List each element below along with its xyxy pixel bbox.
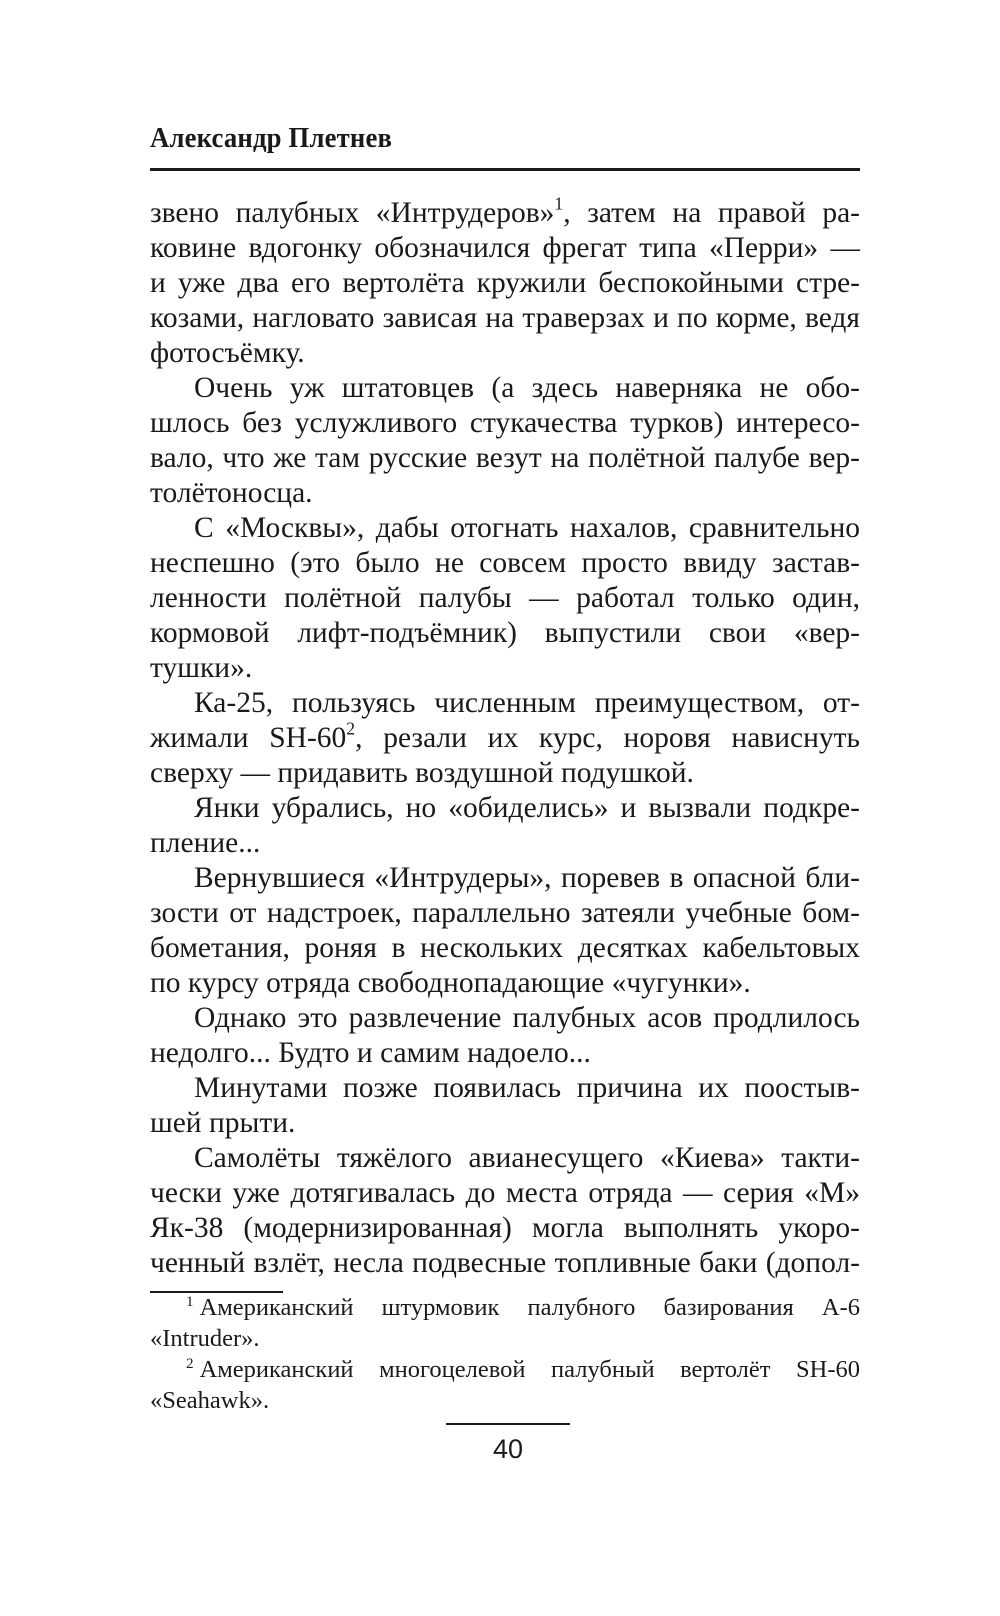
text-line: Ка-25, пользуясь численным преимуществом, от- [194,687,860,719]
text-line: кормовой лифт-подъёмник) выпустили свои «вер- [150,617,860,649]
footnotes [150,1292,860,1416]
text-line: ковине вдогонку обозначился фрегат типа «Перри» — [150,232,860,264]
footnote-mark: 1 [186,1292,194,1310]
folio-rule [446,1423,570,1425]
text-line: зости от надстроек, параллельно затеяли учебные бом- [150,897,860,929]
text-line: неспешно (это было не совсем просто ввиду застав- [150,547,860,579]
text-line: вало, что же там русские везут на полётной палубе вер- [150,442,860,474]
text-line: фотосъёмку. [150,337,305,369]
text-line: Як-38 (модернизированная) могла выполнять укоро- [150,1212,860,1244]
footnote-1-continuation: «Intruder». [150,1325,260,1352]
text-line: козами, нагловато зависая на траверзах и по корме, ведя [150,302,860,334]
header-rule [150,168,860,171]
text-line: ленности полётной палубы — работал только один, [150,582,860,614]
footnote-1: $^1$ Американский штурмовик палубного базирования А-6 [186,1292,860,1321]
text-line: по курсу отряда свободнопадающие «чугунки». [150,967,751,999]
text-line: Минутами позже появилась причина их поостыв- [194,1072,860,1104]
text-line: Янки убрались, но «обиделись» и вызвали подкре- [194,792,860,824]
page-number: 40 [492,1434,524,1464]
text-line: Очень уж штатовцев (а здесь наверняка не обо- [194,372,860,404]
text-line: пление... [150,827,261,859]
footnote-mark: 2 [186,1354,194,1372]
text-line: шей прыти. [150,1107,296,1139]
text-line: и уже два его вертолёта кружили беспокойными стре- [150,267,860,299]
text-line: тушки». [150,652,253,684]
text-line: шлось без услужливого стукачества турков) интересо- [150,407,860,439]
text-line: Самолёты тяжёлого авианесущего «Киева» такти- [194,1142,860,1174]
footnote-ref-1[interactable]: 1 [554,193,564,214]
footnote-2: $^2$ Американский многоцелевой палубный вертолёт SH-60 [186,1354,860,1383]
text-line: сверху — придавить воздушной подушкой. [150,757,694,789]
text-line: звено палубных «Интрудеров»$^1$, затем на правой ра- [150,193,860,229]
text-line: С «Москвы», дабы отогнать нахалов, сравнительно [194,512,860,544]
text-line: толётоносца. [150,477,313,509]
text-line: жимали $SH-60^2$, резали их курс, норовя нависнуть [150,718,860,754]
footnote-ref-2[interactable]: 2 [346,718,356,739]
text-line: ченный взлёт, несла подвесные топливные баки (допол- [150,1247,860,1279]
text-line: чески уже дотягивалась до места отряда — серия «М» [150,1177,860,1209]
running-head-author: Александр Плетнев [150,122,393,154]
text-line: Вернувшиеся «Интрудеры», поревев в опасной бли- [194,862,860,894]
footnote-2-continuation: «Seahawk». [150,1387,270,1414]
text-line: бометания, роняя в нескольких десятках кабельтовых [150,932,860,964]
text-line: недолго... Будто и самим надоело... [150,1037,591,1069]
text-line: Однако это развлечение палубных асов продлилось [194,1002,860,1034]
body-text [150,193,860,1281]
